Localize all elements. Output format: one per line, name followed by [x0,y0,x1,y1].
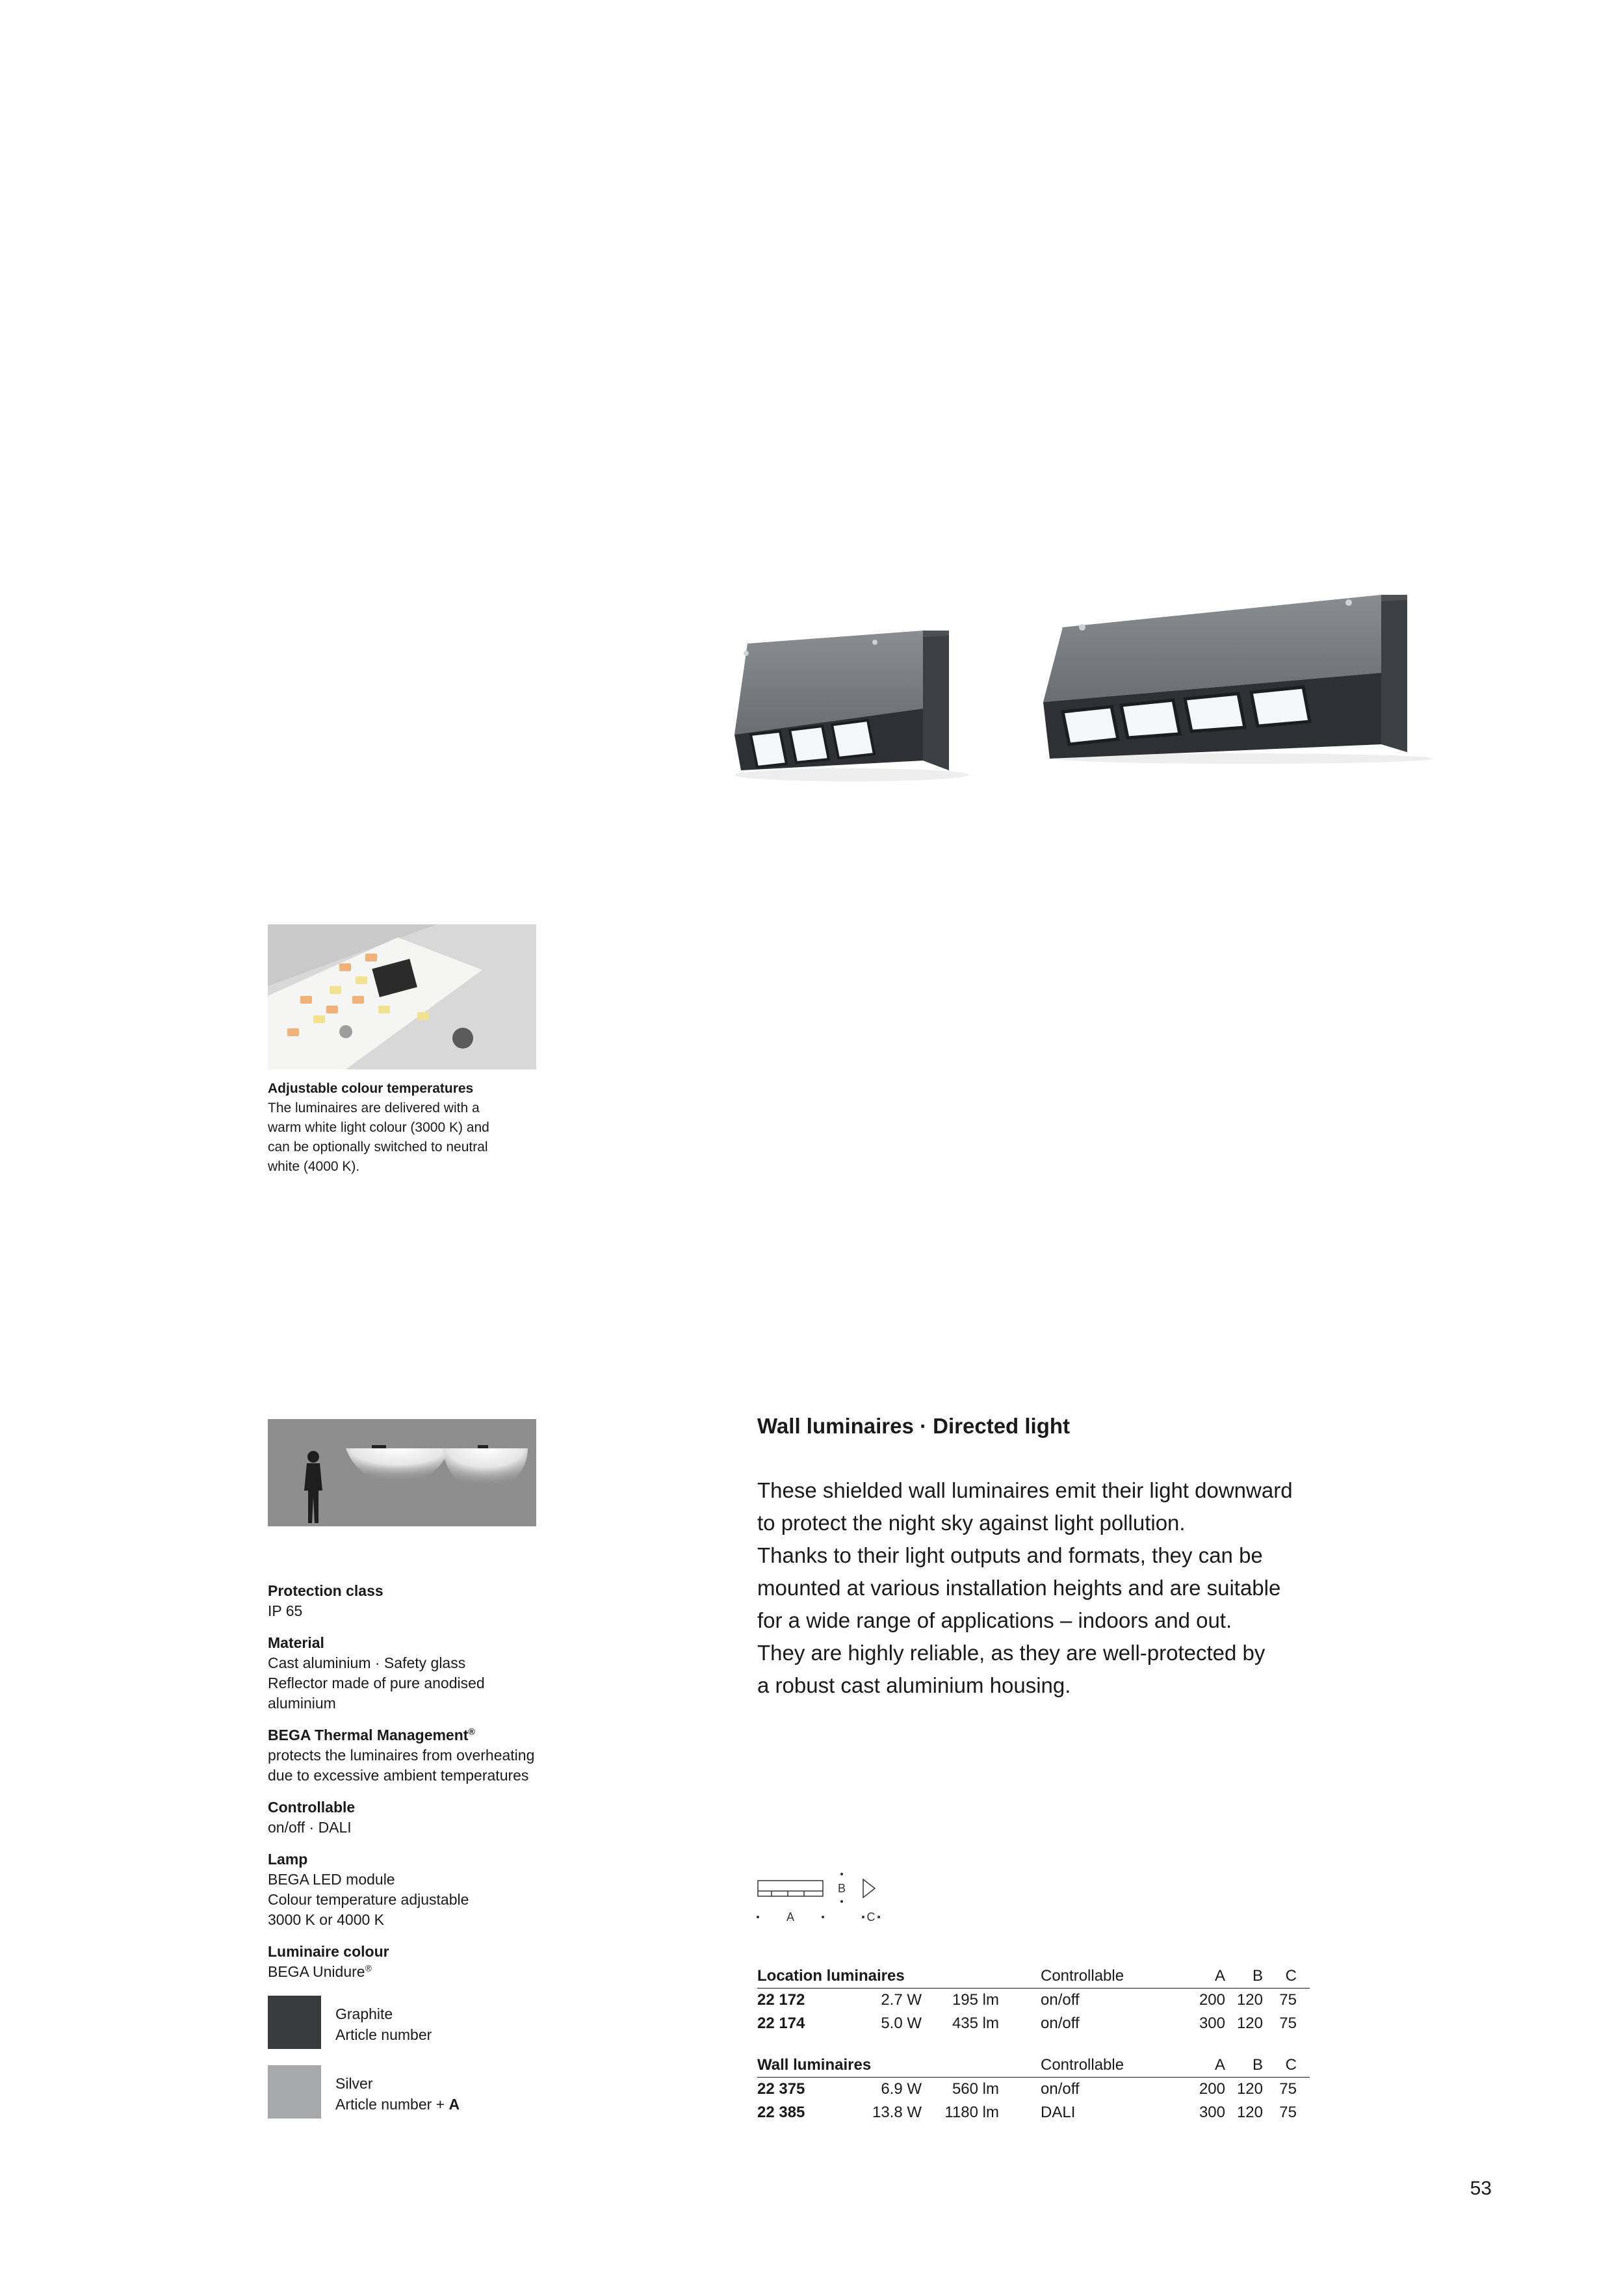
spec-material [268,1633,580,1714]
dim-c: 75 [1279,2015,1297,2032]
body-line: to protect the night sky against light pollution. [757,1511,1186,1535]
led-module-photo [268,924,536,1069]
article-number: 22 174 [757,2015,805,2032]
swatch-text [335,2003,432,2045]
spec-value: protects the luminaires from overheating [268,1747,535,1764]
spec-value-text: BEGA Unidure [268,1963,365,1980]
dim-a: 200 [1199,1991,1225,2009]
spec-value: on/off · DALI [268,1819,352,1836]
spec-title: Material [268,1634,324,1651]
dim-label-a: A [786,1911,795,1924]
caption-title: Adjustable colour temperatures [268,1081,474,1096]
body-line: Thanks to their light outputs and formats, they can be [757,1543,1263,1567]
luminous-flux: 435 lm [952,2015,999,2032]
dim-c: 75 [1279,1991,1297,2009]
dim-c: 75 [1279,2104,1297,2121]
spec-value: Reflector made of pure anodised [268,1675,485,1691]
spec-title [268,1725,580,1745]
specifications [268,1581,580,1994]
body-line: They are highly reliable, as they are well-protected by [757,1641,1266,1665]
power: 2.7 W [881,1991,922,2009]
swatch-note-text: Article number + [335,2096,449,2113]
spec-value [268,1962,580,1982]
page-number: 53 [1470,2178,1492,2199]
col-a: A [1214,1967,1225,1985]
body-copy [757,1474,1381,1702]
spec-value: Cast aluminium · Safety glass [268,1654,466,1671]
body-line: mounted at various installation heights and are suitable [757,1576,1281,1600]
swatch-note [335,2094,460,2115]
luminous-flux: 560 lm [952,2080,999,2098]
spec-lamp [268,1849,580,1930]
dim-a: 300 [1199,2015,1225,2032]
spec-title: Protection class [268,1582,383,1599]
spec-controllable [268,1797,580,1838]
registered-mark: ® [468,1726,475,1737]
table-title: Location luminaires [757,1967,905,1985]
col-a: A [1214,2056,1225,2074]
spec-value: Colour temperature adjustable [268,1891,469,1908]
table-header [757,2054,1310,2078]
dim-label-c: C [866,1911,876,1924]
col-controllable: Controllable [1041,2056,1124,2074]
control: on/off [1041,1991,1080,2009]
dim-a: 300 [1199,2104,1225,2121]
luminaire-large-image [1037,588,1440,764]
caption-line: white (4000 K). [268,1159,360,1174]
article-number: 22 375 [757,2080,805,2098]
dimension-diagram [755,1869,885,1927]
caption-line: The luminaires are delivered with a [268,1101,480,1115]
swatch-note-suffix: A [448,2096,460,2113]
spec-value: IP 65 [268,1602,303,1619]
luminaire-small-image [715,624,975,787]
swatch-text [335,2073,460,2115]
table-title: Wall luminaires [757,2056,872,2074]
luminous-flux: 195 lm [952,1991,999,2009]
registered-mark: ® [365,1963,372,1974]
dim-b: 120 [1236,2104,1263,2121]
dim-a: 200 [1199,2080,1225,2098]
spec-value: 3000 K or 4000 K [268,1911,385,1928]
caption-line: can be optionally switched to neutral [268,1140,488,1155]
article-number: 22 385 [757,2104,805,2121]
spec-thermal-management [268,1725,580,1786]
graphite-swatch [268,1996,321,2049]
swatch-graphite [268,1996,580,2050]
spec-title: Lamp [268,1851,308,1868]
luminous-flux: 1180 lm [944,2104,999,2121]
spec-luminaire-colour [268,1942,580,1982]
col-c: C [1285,1967,1297,1985]
silver-swatch [268,2065,321,2119]
article-number: 22 172 [757,1991,805,2009]
col-b: B [1252,2056,1263,2074]
table-row [757,1989,1310,2012]
table-header [757,1964,1310,1989]
led-caption [268,1079,541,1177]
control: DALI [1041,2104,1076,2121]
spec-protection-class [268,1581,580,1621]
swatch-silver [268,2065,580,2120]
power: 13.8 W [872,2104,922,2121]
swatch-name: Silver [335,2075,373,2092]
dim-c: 75 [1279,2080,1297,2098]
page-headline: Wall luminaires · Directed light [757,1414,1071,1438]
control: on/off [1041,2080,1080,2098]
body-line: for a wide range of applications – indoors and out. [757,1608,1232,1632]
spec-title: Controllable [268,1799,356,1816]
body-line: a robust cast aluminium housing. [757,1673,1071,1697]
col-controllable: Controllable [1041,1967,1124,1985]
table-row [757,2101,1310,2124]
table-location-luminaires [757,1964,1310,2035]
table-row [757,2012,1310,2035]
dim-b: 120 [1236,1991,1263,2009]
control: on/off [1041,2015,1080,2032]
light-distribution-illustration [268,1419,536,1526]
body-line: These shielded wall luminaires emit their light downward [757,1478,1293,1502]
spec-title-text: BEGA Thermal Management [268,1727,469,1743]
caption-line: warm white light colour (3000 K) and [268,1120,489,1135]
spec-title: Luminaire colour [268,1943,389,1960]
table-wall-luminaires [757,2054,1310,2124]
spec-value: BEGA LED module [268,1871,395,1888]
swatch-name: Graphite [335,2005,393,2022]
power: 6.9 W [881,2080,922,2098]
dim-b: 120 [1236,2015,1263,2032]
col-c: C [1285,2056,1297,2074]
col-b: B [1252,1967,1263,1985]
spec-value: due to excessive ambient temperatures [268,1767,529,1784]
spec-value: aluminium [268,1695,336,1712]
swatch-note: Article number [335,2026,432,2043]
table-row [757,2078,1310,2101]
power: 5.0 W [881,2015,922,2032]
dim-b: 120 [1236,2080,1263,2098]
dim-label-b: B [837,1882,846,1895]
